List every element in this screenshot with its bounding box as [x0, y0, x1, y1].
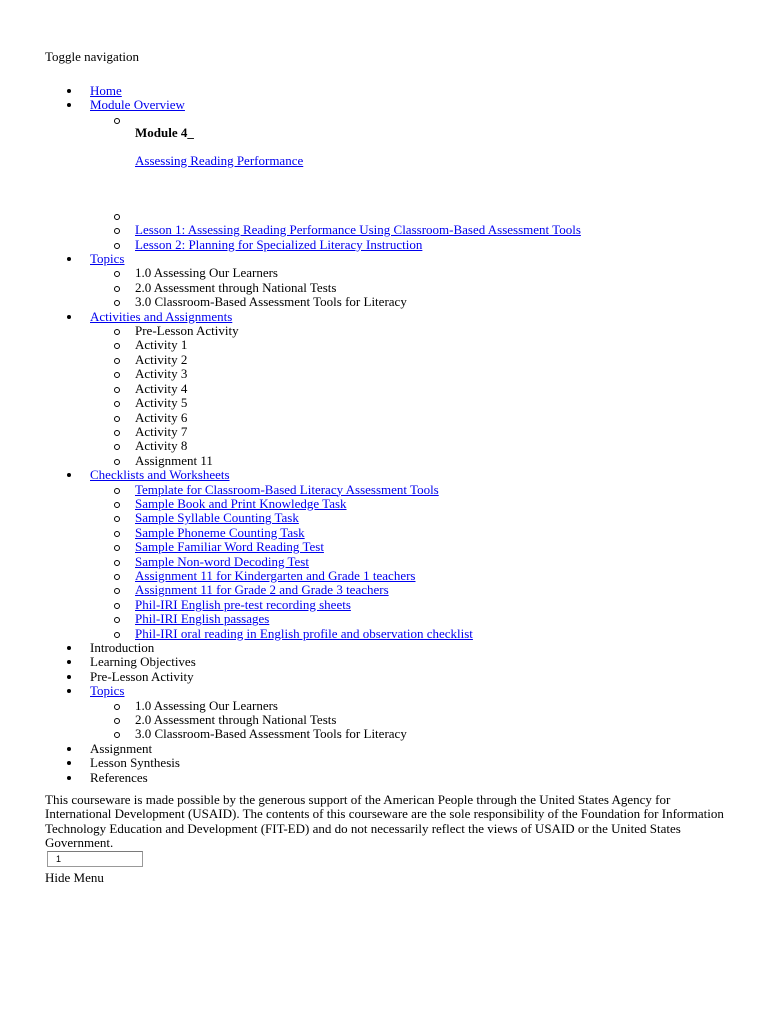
checklist-link[interactable]: Phil-IRI oral reading in English profile and observation checklist	[135, 625, 473, 641]
checklist-item	[90, 555, 735, 569]
checklist-link[interactable]: Phil-IRI English passages	[135, 611, 270, 627]
topic-item[interactable]: 3.0 Classroom-Based Assessment Tools for Literacy	[90, 295, 735, 309]
page-number-input[interactable]	[47, 851, 143, 867]
lesson-nav-lesson-synthesis[interactable]: Lesson Synthesis	[45, 756, 735, 770]
module-info-item	[90, 113, 735, 209]
activity-item[interactable]: Pre-Lesson Activity	[90, 324, 735, 338]
activity-item[interactable]: Assignment 11	[90, 454, 735, 468]
checklist-item	[90, 540, 735, 554]
nav-item-topics	[45, 252, 735, 310]
checklist-item	[90, 627, 735, 641]
page	[45, 49, 735, 885]
checklist-link[interactable]: Sample Phoneme Counting Task	[135, 524, 305, 540]
module-subtitle-link[interactable]: Assessing Reading Performance	[135, 152, 304, 168]
lesson-topics-link[interactable]: Topics	[90, 683, 125, 699]
main-nav-list	[45, 84, 735, 641]
activities-submenu	[90, 324, 735, 468]
lesson-1-link[interactable]: Lesson 1: Assessing Reading Performance Using Classroom-Based Assessment Tools	[135, 222, 581, 238]
lesson-2-link[interactable]: Lesson 2: Planning for Specialized Literacy Instruction	[135, 236, 423, 252]
nav-item-home	[45, 84, 735, 98]
lesson-topic-item[interactable]: 2.0 Assessment through National Tests	[90, 713, 735, 727]
checklist-link[interactable]: Phil-IRI English pre-test recording sheets	[135, 596, 351, 612]
topics-submenu	[90, 266, 735, 309]
activity-item[interactable]: Activity 2	[90, 353, 735, 367]
lesson-nav-learning-objectives[interactable]: Learning Objectives	[45, 655, 735, 669]
checklists-submenu	[90, 483, 735, 641]
checklist-link[interactable]: Template for Classroom-Based Literacy Assessment Tools	[135, 481, 439, 497]
nav-item-checklists	[45, 468, 735, 641]
activity-item[interactable]: Activity 3	[90, 367, 735, 381]
lesson-nav-introduction[interactable]: Introduction	[45, 641, 735, 655]
lesson-1-item	[90, 223, 735, 237]
activity-item[interactable]: Activity 6	[90, 411, 735, 425]
toggle-navigation-button[interactable]: Toggle navigation	[45, 49, 140, 64]
lesson-nav-topics	[45, 684, 735, 742]
checklist-item	[90, 598, 735, 612]
checklist-item	[90, 569, 735, 583]
nav-item-module-overview	[45, 98, 735, 252]
checklist-item	[90, 511, 735, 525]
topics-link[interactable]: Topics	[90, 251, 125, 267]
lesson-topic-item[interactable]: 3.0 Classroom-Based Assessment Tools for Literacy	[90, 727, 735, 741]
hide-menu-button[interactable]: Hide Menu	[45, 869, 104, 885]
activity-item[interactable]: Activity 8	[90, 439, 735, 453]
module-title: Module 4_	[135, 124, 194, 140]
nav-item-activities	[45, 310, 735, 468]
checklist-link[interactable]: Assignment 11 for Grade 2 and Grade 3 teachers	[135, 582, 389, 598]
lesson-nav-references[interactable]: References	[45, 771, 735, 785]
lesson-topic-item[interactable]: 1.0 Assessing Our Learners	[90, 699, 735, 713]
module-overview-link[interactable]: Module Overview	[90, 97, 185, 113]
activity-item[interactable]: Activity 7	[90, 425, 735, 439]
checklist-item	[90, 583, 735, 597]
lesson-nav-list	[45, 641, 735, 785]
module-overview-submenu	[90, 113, 735, 252]
lesson-topics-submenu	[90, 699, 735, 742]
topic-item[interactable]: 2.0 Assessment through National Tests	[90, 281, 735, 295]
checklist-link[interactable]: Sample Syllable Counting Task	[135, 510, 299, 526]
checklist-link[interactable]: Sample Book and Print Knowledge Task	[135, 495, 347, 511]
checklist-link[interactable]: Sample Non-word Decoding Test	[135, 553, 309, 569]
checklist-item	[90, 612, 735, 626]
checklists-link[interactable]: Checklists and Worksheets	[90, 467, 230, 483]
usaid-disclaimer: This courseware is made possible by the generous support of the American People through the United States Agency for International Development (USAID). The contents of this courseware are the sole responsibility of the Foundation for Information Technology Education and Development (FIT-ED) and do not necessarily reflect the views of USAID or the United States Government.	[45, 792, 724, 851]
activity-item[interactable]: Activity 1	[90, 338, 735, 352]
home-link[interactable]: Home	[90, 83, 122, 98]
lesson-2-item	[90, 238, 735, 252]
checklist-item	[90, 497, 735, 511]
topic-item[interactable]: 1.0 Assessing Our Learners	[90, 266, 735, 280]
checklist-link[interactable]: Assignment 11 for Kindergarten and Grade 1 teachers	[135, 567, 416, 583]
checklist-item	[90, 526, 735, 540]
lesson-nav-pre-lesson-activity[interactable]: Pre-Lesson Activity	[45, 670, 735, 684]
checklist-item	[90, 483, 735, 497]
activity-item[interactable]: Activity 4	[90, 382, 735, 396]
empty-submenu-item	[90, 209, 735, 223]
checklist-link[interactable]: Sample Familiar Word Reading Test	[135, 539, 324, 555]
lesson-nav-assignment[interactable]: Assignment	[45, 742, 735, 756]
activities-link[interactable]: Activities and Assignments	[90, 308, 233, 324]
activity-item[interactable]: Activity 5	[90, 396, 735, 410]
